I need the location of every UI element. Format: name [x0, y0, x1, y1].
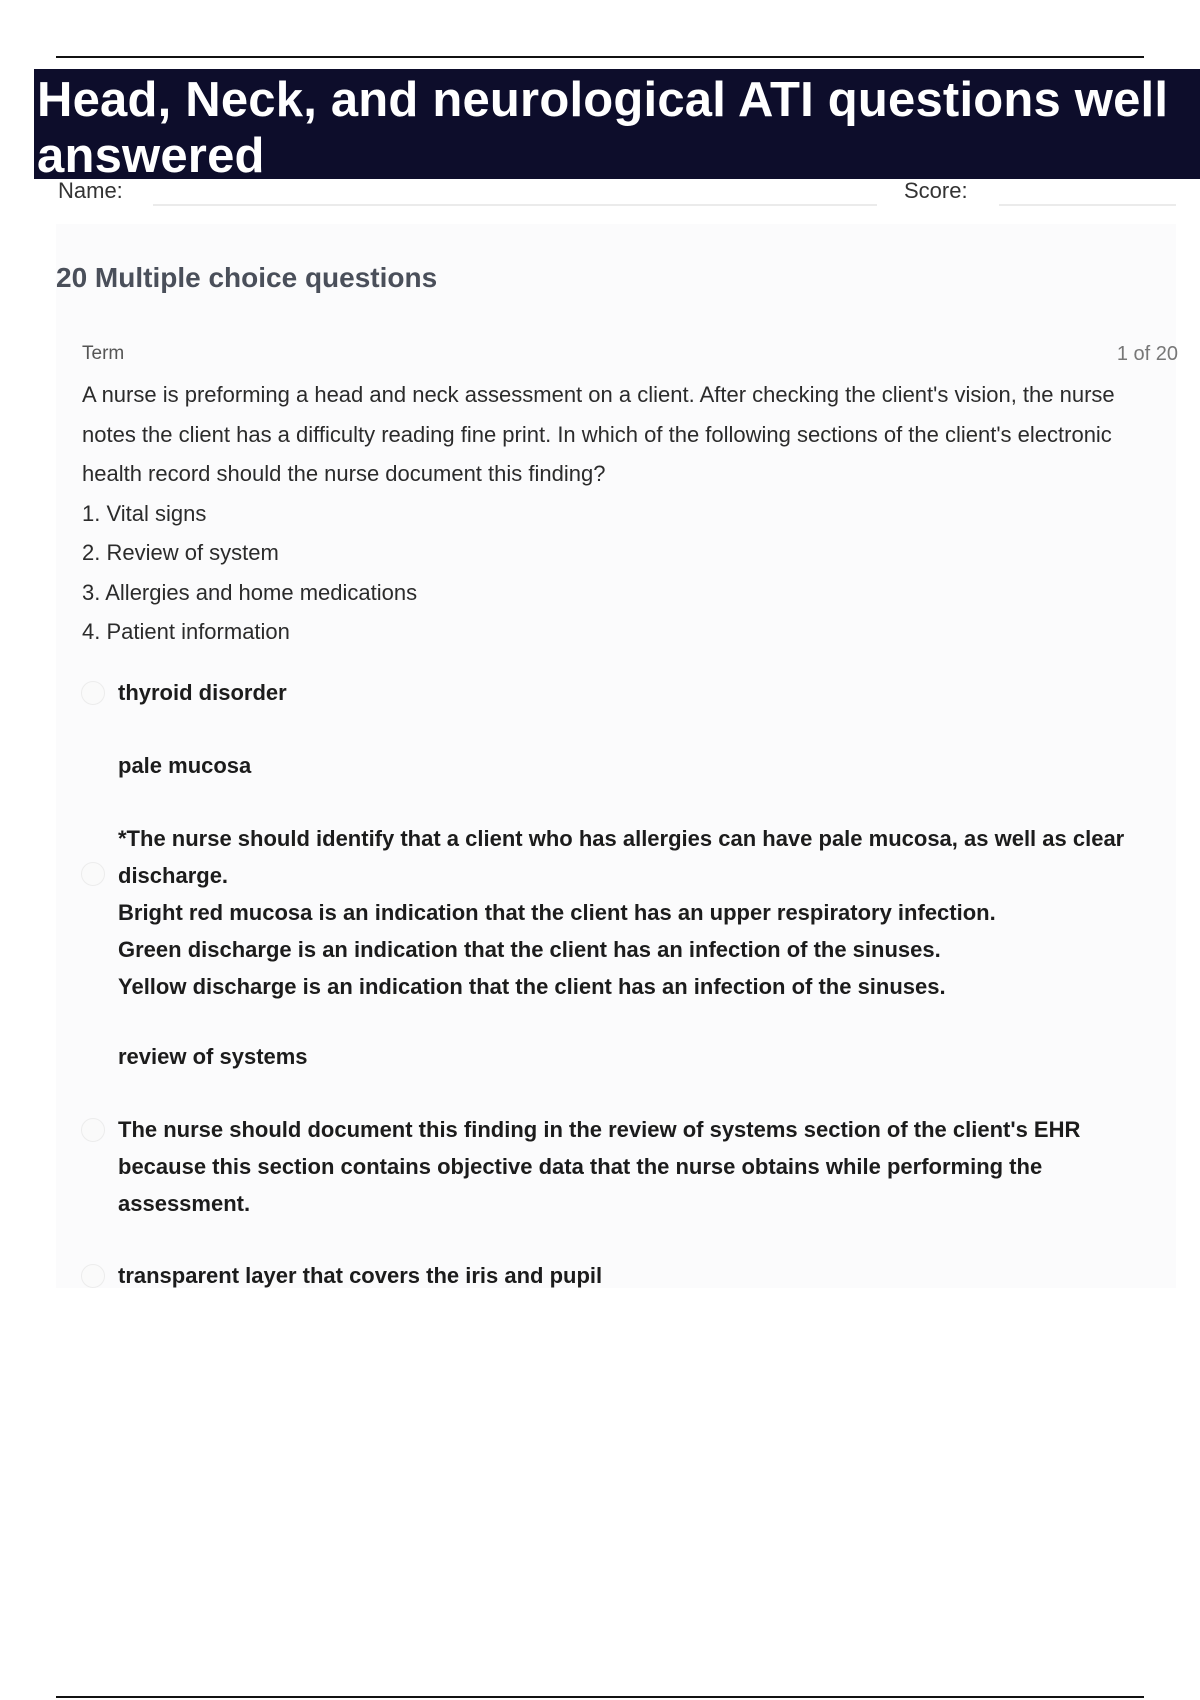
score-label: Score:	[904, 178, 968, 203]
name-field[interactable]	[153, 204, 877, 206]
question-choice: 1. Vital signs	[82, 500, 207, 526]
answer-option-4[interactable]	[118, 1038, 1148, 1075]
section-title: 20 Multiple choice questions	[56, 262, 438, 293]
radio-button[interactable]	[81, 1264, 105, 1288]
question-block	[82, 375, 1142, 652]
score-field[interactable]	[999, 204, 1176, 206]
answer-option-6[interactable]	[118, 1257, 1148, 1294]
option-text: pale mucosa	[118, 753, 252, 778]
radio-button[interactable]	[81, 681, 105, 705]
option-text: review of systems	[118, 1044, 308, 1069]
bottom-rule	[56, 1696, 1144, 1698]
title-banner	[34, 69, 1200, 183]
answer-option-3[interactable]	[118, 820, 1148, 1005]
question-choice: 2. Review of system	[82, 540, 279, 565]
answer-option-5[interactable]	[118, 1111, 1148, 1222]
question-counter: 1 of 20	[1116, 343, 1178, 365]
answer-option-2[interactable]	[118, 747, 1148, 784]
option-text: thyroid disorder	[118, 680, 287, 705]
option-line: Green discharge is an indication that the client has an infection of the sinuses.	[118, 937, 941, 962]
question-choice: 3. Allergies and home medications	[82, 579, 418, 605]
option-text: The nurse should document this finding in the review of systems section of the client's EHR because this section contains objective data that the nurse obtains while performing the assessment.	[118, 1117, 1081, 1216]
question-choice: 4. Patient information	[82, 619, 290, 644]
name-score-bar	[56, 176, 1176, 210]
top-rule	[56, 56, 1144, 58]
option-line: *The nurse should identify that a client who has allergies can have pale mucosa, as well as clear discharge.	[118, 826, 1125, 888]
option-line: Bright red mucosa is an indication that the client has an upper respiratory infection.	[118, 900, 996, 925]
radio-button[interactable]	[81, 862, 105, 886]
radio-button[interactable]	[81, 1118, 105, 1142]
option-text: transparent layer that covers the iris and pupil	[118, 1263, 603, 1288]
option-line: Yellow discharge is an indication that the client has an infection of the sinuses.	[118, 974, 946, 999]
answer-option-1[interactable]	[118, 674, 1148, 711]
question-choices	[82, 494, 1142, 652]
document-title: Head, Neck, and neurological ATI questions well answered	[37, 73, 1169, 183]
question-text: A nurse is preforming a head and neck assessment on a client. After checking the client's vision, the nurse notes the client has a difficulty reading fine print. In which of the following sections of the client's electronic health record should the nurse document this finding?	[82, 382, 1115, 486]
option-explanation	[118, 820, 1148, 1005]
term-label: Term	[82, 343, 125, 364]
name-label: Name:	[58, 178, 123, 203]
